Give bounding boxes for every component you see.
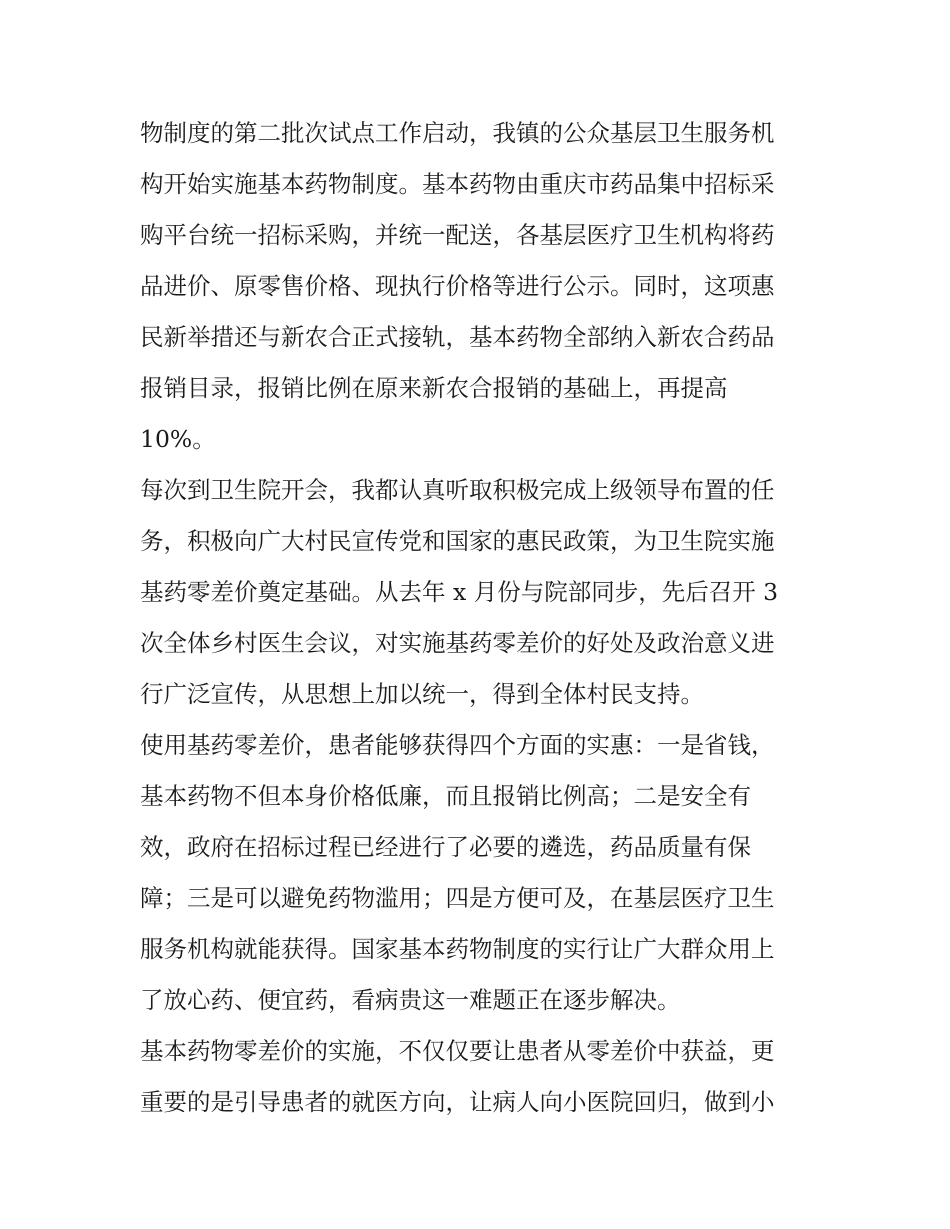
text-line: 务，积极向广大村民宣传党和国家的惠民政策，为卫生院实施 bbox=[140, 527, 775, 555]
text-line: 物制度的第二批次试点工作启动，我镇的公众基层卫生服务机 bbox=[140, 119, 775, 147]
text-line: 效，政府在招标过程已经进行了必要的遴选，药品质量有保 bbox=[140, 833, 751, 861]
text-line: 使用基药零差价，患者能够获得四个方面的实惠：一是省钱， bbox=[140, 731, 775, 759]
text-line: 服务机构就能获得。国家基本药物制度的实行让广大群众用上 bbox=[140, 935, 775, 963]
text-line: 了放心药、便宜药，看病贵这一难题正在逐步解决。 bbox=[140, 986, 681, 1014]
body-text bbox=[140, 108, 820, 1128]
text-line: 基药零差价奠定基础。从去年 x 月份与院部同步，先后召开 3 bbox=[140, 578, 779, 606]
text-line: 每次到卫生院开会，我都认真听取积极完成上级领导布置的任 bbox=[140, 476, 775, 504]
text-line: 基本药物零差价的实施，不仅仅要让患者从零差价中获益，更 bbox=[140, 1037, 775, 1065]
text-line: 行广泛宣传，从思想上加以统一，得到全体村民支持。 bbox=[140, 680, 704, 708]
text-line: 障；三是可以避免药物滥用；四是方便可及，在基层医疗卫生 bbox=[140, 884, 775, 912]
text-line: 品进价、原零售价格、现执行价格等进行公示。同时，这项惠 bbox=[140, 272, 775, 300]
text-line: 构开始实施基本药物制度。基本药物由重庆市药品集中招标采 bbox=[140, 170, 775, 198]
text-line: 报销目录，报销比例在原来新农合报销的基础上，再提高 bbox=[140, 374, 728, 402]
text-line: 重要的是引导患者的就医方向，让病人向小医院回归，做到小 bbox=[140, 1088, 775, 1116]
text-line: 购平台统一招标采购，并统一配送，各基层医疗卫生机构将药 bbox=[140, 221, 775, 249]
text-line: 10%。 bbox=[140, 425, 216, 453]
text-line: 基本药物不但本身价格低廉，而且报销比例高；二是安全有 bbox=[140, 782, 751, 810]
text-line: 次全体乡村医生会议，对实施基药零差价的好处及政治意义进 bbox=[140, 629, 775, 657]
text-line: 民新举措还与新农合正式接轨，基本药物全部纳入新农合药品 bbox=[140, 323, 775, 351]
